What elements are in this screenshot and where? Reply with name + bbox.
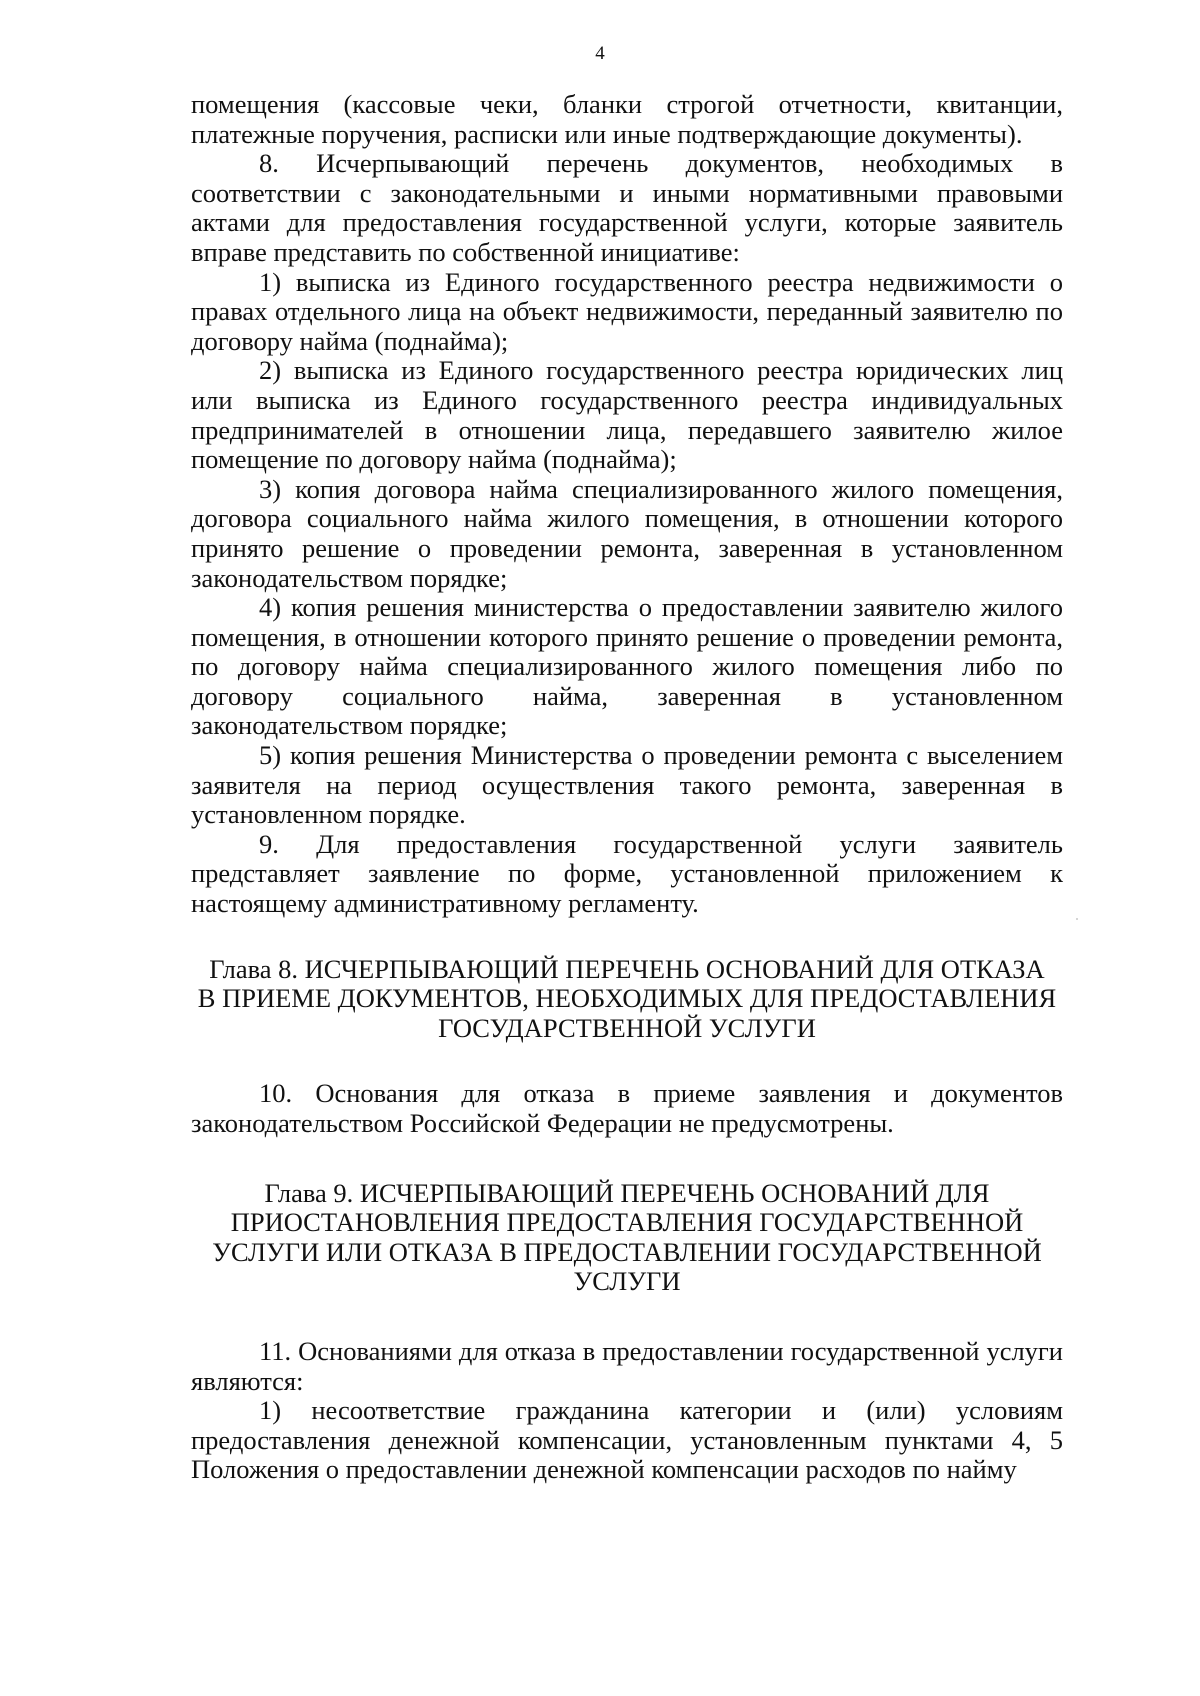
list-item-1: 1) выписка из Единого государственного реестра недвижимости о правах отдельного лица на объект недвижимости, переданный заявителю по договору найма (поднайма); (191, 266, 1063, 356)
paragraph-item-11: 11. Основаниями для отказа в предоставлении государственной услуги являются: (191, 1335, 1063, 1396)
scan-speck (1076, 918, 1078, 920)
paragraph-continuation: помещения (кассовые чеки, бланки строгой отчетности, квитанции, платежные поручения, расписки или иные подтверждающие документы). (191, 89, 1063, 149)
paragraph-item-10: 10. Основания для отказа в приеме заявления и документов законодательством Российской Федерации не предусмотрены. (191, 1078, 1063, 1138)
chapter-9-heading-line: УСЛУГИ ИЛИ ОТКАЗА В ПРЕДОСТАВЛЕНИИ ГОСУДАРСТВЕННОЙ (212, 1236, 1042, 1267)
paragraph-item-8: 8. Исчерпывающий перечень документов, необходимых в соответствии с законодательными и иными нормативными правовыми актами для предоставления государственной услуги, которые заявитель вправе представить по собственной инициативе: (191, 148, 1063, 267)
list-item-3: 3) копия договора найма специализированного жилого помещения, договора социального найма жилого помещения, в отношении которого принято решение о проведении ремонта, заверенная в установленном законодательством порядке; (191, 473, 1063, 593)
document-body (191, 90, 1063, 1485)
chapter-8-heading-line: ГОСУДАРСТВЕННОЙ УСЛУГИ (438, 1012, 816, 1043)
chapter-8-heading-line: Глава 8. ИСЧЕРПЫВАЮЩИЙ ПЕРЕЧЕНЬ ОСНОВАНИЙ ДЛЯ ОТКАЗА (209, 953, 1045, 984)
chapter-9-heading-line: УСЛУГИ (573, 1266, 681, 1297)
page-number: 4 (595, 43, 605, 64)
list-item-5: 5) копия решения Министерства о проведении ремонта с выселением заявителя на период осуществления такого ремонта, заверенная в установленном порядке. (191, 740, 1063, 830)
list-item-4: 4) копия решения министерства о предоставлении заявителю жилого помещения, в отношении которого принято решение о проведении ремонта, по договору найма специализированного жилого помещения либо по договору социального найма, заверенная в установленном законодательством порядке; (191, 592, 1063, 741)
chapter-8-heading (191, 955, 1063, 1044)
chapter-8-heading-line: В ПРИЕМЕ ДОКУМЕНТОВ, НЕОБХОДИМЫХ ДЛЯ ПРЕДОСТАВЛЕНИЯ (197, 983, 1057, 1014)
chapter-9-heading-line: Глава 9. ИСЧЕРПЫВАЮЩИЙ ПЕРЕЧЕНЬ ОСНОВАНИЙ ДЛЯ (264, 1177, 990, 1208)
list-item-11-1: 1) несоответствие гражданина категории и (или) условиям предоставления денежной компенсации, установленным пунктами 4, 5 Положения о предоставлении денежной компенсации расходов по найму (191, 1395, 1063, 1485)
chapter-9-heading (191, 1179, 1063, 1297)
chapter-9-heading-line: ПРИОСТАНОВЛЕНИЯ ПРЕДОСТАВЛЕНИЯ ГОСУДАРСТВЕННОЙ (230, 1207, 1024, 1238)
paragraph-item-9: 9. Для предоставления государственной услуги заявитель представляет заявление по форме, установленной приложением к настоящему административному регламенту. (191, 828, 1063, 919)
list-item-2: 2) выписка из Единого государственного реестра юридических лиц или выписка из Единого государственного реестра индивидуальных предпринимателей в отношении лица, передавшего заявителю жилое помещение по договору найма (поднайма); (191, 355, 1063, 475)
